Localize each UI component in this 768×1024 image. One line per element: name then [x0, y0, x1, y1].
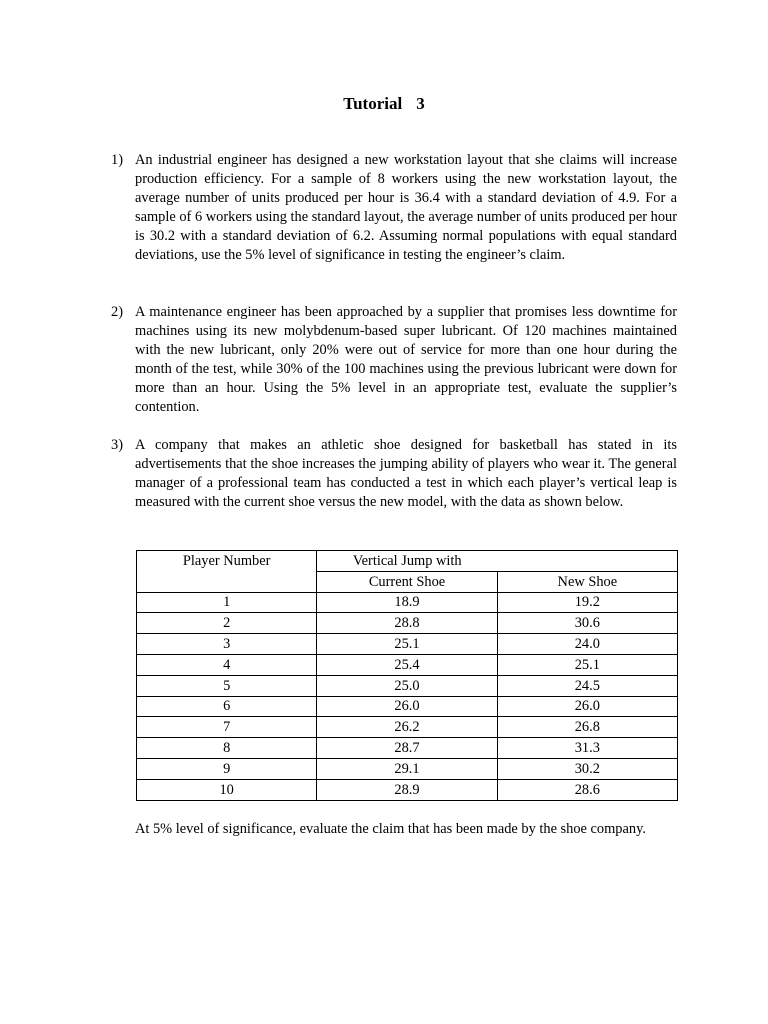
table-row — [137, 654, 678, 675]
question-number: 3) — [111, 437, 123, 453]
cell-player-number: 10 — [137, 779, 317, 800]
table-row — [137, 717, 678, 738]
cell-new-shoe: 30.2 — [497, 758, 677, 779]
header-empty — [497, 551, 677, 572]
cell-new-shoe: 24.5 — [497, 675, 677, 696]
cell-current-shoe: 28.7 — [317, 738, 497, 759]
cell-new-shoe: 31.3 — [497, 738, 677, 759]
page-title — [0, 94, 768, 114]
table-header-row — [137, 551, 678, 572]
question-text: An industrial engineer has designed a new workstation layout that she claims will increase production efficiency. For a sample of 8 workers using the new workstation layout, the average number of units produced per hour is 36.4 with a standard deviation of 4.9. For a sample of 6 workers using the standard layout, the average number of units produced per hour is 30.2 with a standard deviation of 6.2. Assuming normal populations with equal standard deviations, use the 5% level of significance in testing the engineer’s claim. — [135, 152, 677, 263]
table-row — [137, 675, 678, 696]
table-row — [137, 779, 678, 800]
header-player-number: Player Number — [137, 551, 317, 572]
cell-new-shoe: 19.2 — [497, 592, 677, 613]
question-number: 1) — [111, 152, 123, 168]
question-number: 2) — [111, 304, 123, 320]
closing-instruction: At 5% level of significance, evaluate the claim that has been made by the shoe company. — [135, 821, 646, 837]
header-blank — [137, 571, 317, 592]
cell-new-shoe: 28.6 — [497, 779, 677, 800]
cell-player-number: 3 — [137, 634, 317, 655]
header-vertical-jump: Vertical Jump with — [317, 551, 497, 572]
cell-new-shoe: 26.0 — [497, 696, 677, 717]
cell-new-shoe: 30.6 — [497, 613, 677, 634]
cell-player-number: 6 — [137, 696, 317, 717]
table-row — [137, 592, 678, 613]
table-row — [137, 758, 678, 779]
header-current-shoe: Current Shoe — [317, 571, 497, 592]
cell-new-shoe: 26.8 — [497, 717, 677, 738]
title-number: 3 — [416, 94, 425, 113]
cell-current-shoe: 29.1 — [317, 758, 497, 779]
table-row — [137, 613, 678, 634]
table-row — [137, 634, 678, 655]
cell-player-number: 4 — [137, 654, 317, 675]
cell-current-shoe: 18.9 — [317, 592, 497, 613]
cell-current-shoe: 28.9 — [317, 779, 497, 800]
table-subheader-row — [137, 571, 678, 592]
cell-current-shoe: 26.0 — [317, 696, 497, 717]
vertical-jump-table — [136, 550, 678, 801]
cell-player-number: 7 — [137, 717, 317, 738]
cell-new-shoe: 25.1 — [497, 654, 677, 675]
cell-current-shoe: 26.2 — [317, 717, 497, 738]
question-2 — [111, 303, 677, 417]
cell-current-shoe: 25.4 — [317, 654, 497, 675]
table-row — [137, 738, 678, 759]
cell-player-number: 8 — [137, 738, 317, 759]
question-text: A maintenance engineer has been approached by a supplier that promises less downtime for machines using its new molybdenum-based super lubricant. Of 120 machines maintained with the new lubricant, only 20% were out of service for more than one hour during the month of the test, while 30% of the 100 machines using the previous lubricant were down for more than an hour. Using the 5% level in an appropriate test, evaluate the supplier’s contention. — [135, 304, 677, 415]
title-word: Tutorial — [343, 94, 403, 113]
cell-new-shoe: 24.0 — [497, 634, 677, 655]
cell-player-number: 5 — [137, 675, 317, 696]
question-3 — [111, 436, 677, 512]
cell-current-shoe: 25.1 — [317, 634, 497, 655]
cell-current-shoe: 25.0 — [317, 675, 497, 696]
header-new-shoe: New Shoe — [497, 571, 677, 592]
cell-player-number: 1 — [137, 592, 317, 613]
cell-player-number: 2 — [137, 613, 317, 634]
table-row — [137, 696, 678, 717]
cell-player-number: 9 — [137, 758, 317, 779]
question-1 — [111, 151, 677, 265]
question-text: A company that makes an athletic shoe designed for basketball has stated in its advertisements that the shoe increases the jumping ability of players who wear it. The general manager of a professional team has conducted a test in which each player’s vertical leap is measured with the current shoe versus the new model, with the data as shown below. — [135, 437, 677, 510]
cell-current-shoe: 28.8 — [317, 613, 497, 634]
